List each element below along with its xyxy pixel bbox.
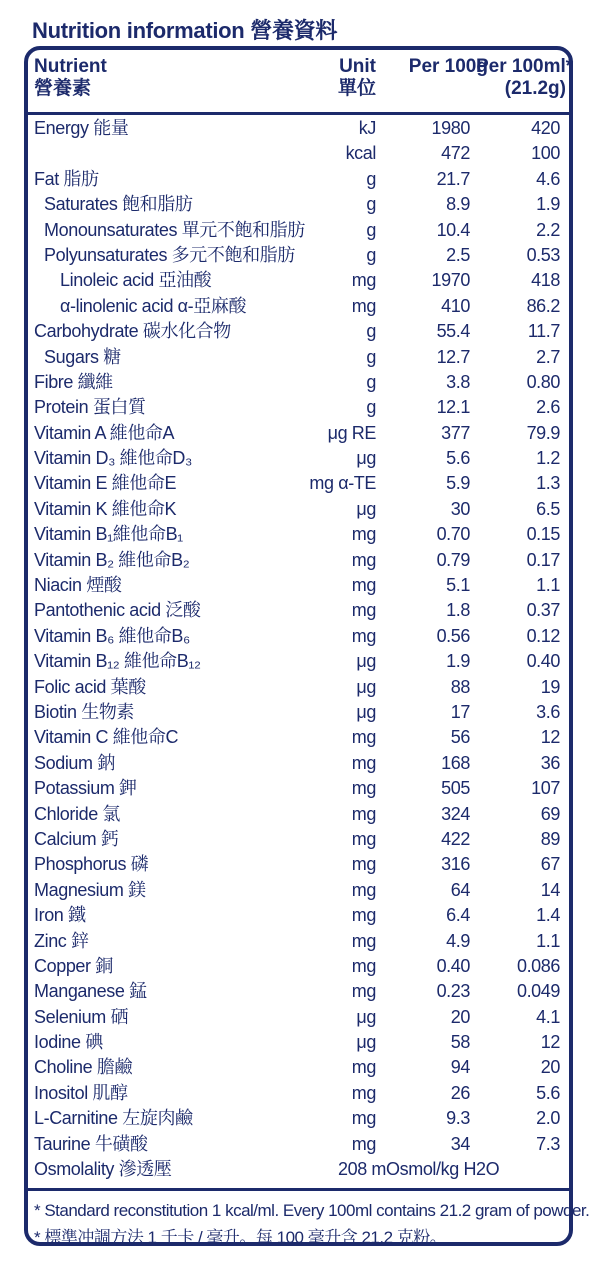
value-per-100ml: 1.4 <box>536 905 560 926</box>
nutrient-name: Fibre 纖維 <box>34 371 113 392</box>
value-per-100g: 56 <box>450 727 470 748</box>
table-row <box>28 598 569 623</box>
value-per-100g: 168 <box>441 752 470 773</box>
nutrient-name: Sugars 糖 <box>44 346 121 367</box>
table-row <box>28 471 569 496</box>
nutrient-unit: μg <box>356 701 376 722</box>
nutrition-table <box>24 46 590 1247</box>
nutrient-unit: mg <box>351 575 376 596</box>
nutrient-unit: μg <box>356 448 376 469</box>
value-per-100ml: 19 <box>540 676 560 697</box>
nutrient-unit: mg <box>351 1108 376 1129</box>
value-per-100g: 34 <box>450 1133 470 1154</box>
value-per-100ml: 0.12 <box>526 625 560 646</box>
nutrient-unit: mg <box>351 270 376 291</box>
table-row <box>28 751 569 776</box>
table-row-osmolality <box>28 1157 569 1182</box>
nutrient-unit: μg <box>356 676 376 697</box>
nutrient-name: Potassium 鉀 <box>34 778 137 799</box>
table-row <box>28 1106 569 1131</box>
nutrient-name: Biotin 生物素 <box>34 701 135 722</box>
nutrient-name: Selenium 硒 <box>34 1006 129 1027</box>
value-per-100g: 505 <box>441 778 470 799</box>
value-per-100g: 5.6 <box>446 448 470 469</box>
nutrient-unit: mg <box>351 625 376 646</box>
table-row <box>28 548 569 573</box>
nutrient-name: Linoleic acid 亞油酸 <box>60 270 212 291</box>
value-per-100ml: 0.40 <box>526 651 560 672</box>
value-per-100ml: 107 <box>531 778 560 799</box>
nutrient-unit: mg <box>351 524 376 545</box>
nutrient-unit: μg <box>356 498 376 519</box>
value-per-100g: 324 <box>441 803 470 824</box>
nutrient-unit: mg <box>351 905 376 926</box>
nutrient-name: Polyunsaturates 多元不飽和脂肪 <box>44 244 295 265</box>
nutrient-unit: mg <box>351 752 376 773</box>
nutrient-name: Energy 能量 <box>34 118 129 138</box>
table-row <box>28 624 569 649</box>
nutrient-unit: mg <box>351 295 376 316</box>
value-per-100g: 3.8 <box>446 371 470 392</box>
value-per-100ml: 86.2 <box>526 295 560 316</box>
nutrient-name: L-Carnitine 左旋肉鹼 <box>34 1108 193 1129</box>
value-per-100ml: 1.1 <box>536 575 560 596</box>
value-per-100g: 5.1 <box>446 575 470 596</box>
table-row <box>28 497 569 522</box>
nutrient-unit: mg <box>351 1057 376 1078</box>
nutrient-name: Calcium 鈣 <box>34 828 119 849</box>
nutrient-unit: g <box>366 346 376 367</box>
nutrient-name: Vitamin C 維他命C <box>34 727 179 748</box>
value-per-100ml: 12 <box>540 1032 560 1053</box>
value-per-100g: 17 <box>450 701 470 722</box>
nutrient-name: Choline 膽鹼 <box>34 1057 133 1078</box>
value-per-100g: 0.23 <box>436 981 470 1002</box>
value-per-100ml: 36 <box>540 752 560 773</box>
value-per-100g: 12.7 <box>436 346 470 367</box>
value-per-100g: 1.8 <box>446 600 470 621</box>
value-per-100g: 422 <box>441 828 470 849</box>
page-title: Nutrition information 營養資料 <box>32 18 338 43</box>
value-per-100g: 8.9 <box>446 194 470 215</box>
nutrient-unit: mg α-TE <box>309 473 376 494</box>
table-row <box>28 395 569 420</box>
nutrient-name: Vitamin D₃ 維他命D₃ <box>34 448 192 469</box>
value-per-100g: 377 <box>441 422 470 443</box>
table-row <box>28 218 569 243</box>
nutrient-name: Vitamin B₆ 維他命B₆ <box>34 625 190 646</box>
nutrient-unit: kcal <box>345 143 376 164</box>
nutrient-unit: mg <box>351 854 376 875</box>
osmolality-value: 208 mOsmol/kg H2O <box>338 1159 500 1180</box>
value-per-100ml: 100 <box>531 143 560 164</box>
value-per-100ml: 0.15 <box>526 524 560 545</box>
footnotes <box>28 1188 590 1251</box>
nutrient-name: Vitamin E 維他命E <box>34 473 177 494</box>
table-row <box>28 954 569 979</box>
value-per-100ml: 5.6 <box>536 1082 560 1103</box>
value-per-100g: 94 <box>450 1057 470 1078</box>
value-per-100ml: 79.9 <box>526 422 560 443</box>
nutrient-name: Niacin 煙酸 <box>34 575 122 596</box>
value-per-100g: 9.3 <box>446 1108 470 1129</box>
value-per-100g: 1980 <box>431 118 470 138</box>
nutrient-name: Vitamin K 維他命K <box>34 498 177 519</box>
value-per-100g: 1.9 <box>446 651 470 672</box>
value-per-100g: 6.4 <box>446 905 470 926</box>
value-per-100ml: 4.1 <box>536 1006 560 1027</box>
value-per-100g: 472 <box>441 143 470 164</box>
header-nutrient: Nutrient 營養素 <box>34 56 107 99</box>
table-row <box>28 116 569 141</box>
table-row <box>28 649 569 674</box>
table-row <box>28 1005 569 1030</box>
value-per-100ml: 0.80 <box>526 371 560 392</box>
table-row <box>28 421 569 446</box>
table-row <box>28 167 569 192</box>
nutrient-name: Fat 脂肪 <box>34 168 99 189</box>
nutrient-name: Magnesium 鎂 <box>34 879 146 900</box>
value-per-100ml: 0.086 <box>516 955 560 976</box>
nutrient-unit: g <box>366 194 376 215</box>
value-per-100g: 88 <box>450 676 470 697</box>
table-row <box>28 268 569 293</box>
value-per-100ml: 12 <box>540 727 560 748</box>
value-per-100g: 0.79 <box>436 549 470 570</box>
table-row <box>28 370 569 395</box>
table-row <box>28 700 569 725</box>
table-row <box>28 903 569 928</box>
nutrient-name: Vitamin B₁維他命B₁ <box>34 524 183 545</box>
nutrient-name: Protein 蛋白質 <box>34 397 146 418</box>
table-row <box>28 446 569 471</box>
nutrient-name: Monounsaturates 單元不飽和脂肪 <box>44 219 305 240</box>
nutrient-name: Zinc 鋅 <box>34 930 89 951</box>
table-row <box>28 929 569 954</box>
nutrient-name: Saturates 飽和脂肪 <box>44 194 193 215</box>
value-per-100ml: 11.7 <box>527 321 560 342</box>
value-per-100ml: 1.9 <box>536 194 560 215</box>
nutrient-unit: mg <box>351 828 376 849</box>
table-row <box>28 852 569 877</box>
value-per-100ml: 67 <box>540 854 560 875</box>
nutrient-name: Carbohydrate 碳水化合物 <box>34 321 231 342</box>
value-per-100g: 30 <box>450 498 470 519</box>
value-per-100ml: 2.6 <box>536 397 560 418</box>
nutrient-name: Vitamin B₁₂ 維他命B₁₂ <box>34 651 201 672</box>
value-per-100ml: 2.7 <box>536 346 560 367</box>
nutrient-unit: μg <box>356 1006 376 1027</box>
nutrient-unit: mg <box>351 778 376 799</box>
nutrient-unit: mg <box>351 955 376 976</box>
table-row <box>28 725 569 750</box>
value-per-100g: 12.1 <box>436 397 470 418</box>
value-per-100ml: 14 <box>540 879 560 900</box>
table-row <box>28 319 569 344</box>
nutrient-unit: g <box>366 371 376 392</box>
nutrient-unit: mg <box>351 930 376 951</box>
nutrient-name: Sodium 鈉 <box>34 752 115 773</box>
value-per-100ml: 0.53 <box>526 244 560 265</box>
value-per-100g: 2.5 <box>446 244 470 265</box>
value-per-100ml: 0.049 <box>516 981 560 1002</box>
value-per-100g: 316 <box>441 854 470 875</box>
nutrient-name: Iron 鐵 <box>34 905 86 926</box>
nutrient-unit: mg <box>351 600 376 621</box>
value-per-100g: 0.70 <box>436 524 470 545</box>
nutrient-unit: g <box>366 397 376 418</box>
value-per-100g: 58 <box>450 1032 470 1053</box>
value-per-100ml: 0.17 <box>526 549 560 570</box>
table-row <box>28 1030 569 1055</box>
header-per-100ml: Per 100ml* (21.2g) <box>476 56 574 99</box>
nutrient-name: α-linolenic acid α-亞麻酸 <box>60 295 247 316</box>
nutrient-name: Phosphorus 磷 <box>34 854 149 875</box>
nutrient-unit: mg <box>351 727 376 748</box>
table-row <box>28 573 569 598</box>
table-row <box>28 141 569 166</box>
nutrient-unit: mg <box>351 549 376 570</box>
nutrient-unit: mg <box>351 981 376 1002</box>
value-per-100ml: 2.2 <box>536 219 560 240</box>
nutrient-name: Folic acid 葉酸 <box>34 676 146 697</box>
table-row <box>28 1081 569 1106</box>
nutrient-unit: g <box>366 219 376 240</box>
table-row <box>28 776 569 801</box>
nutrient-name: Vitamin A 維他命A <box>34 422 175 443</box>
footnote-english: * Standard reconstitution 1 kcal/ml. Every 100ml contains 21.2 gram of powder. <box>34 1201 590 1220</box>
nutrient-unit: μg <box>356 651 376 672</box>
nutrient-name: Taurine 牛磺酸 <box>34 1133 148 1154</box>
value-per-100g: 21.7 <box>436 168 470 189</box>
nutrient-name: Copper 銅 <box>34 955 113 976</box>
table-row <box>28 345 569 370</box>
value-per-100g: 55.4 <box>436 321 470 342</box>
table-row <box>28 802 569 827</box>
nutrient-unit: g <box>366 321 376 342</box>
nutrient-unit: kJ <box>358 118 376 138</box>
table-row <box>28 878 569 903</box>
nutrient-name: Chloride 氯 <box>34 803 121 824</box>
nutrient-unit: mg <box>351 1133 376 1154</box>
value-per-100g: 0.40 <box>436 955 470 976</box>
nutrient-name: Osmolality 滲透壓 <box>34 1159 172 1180</box>
nutrient-unit: g <box>366 244 376 265</box>
table-row <box>28 243 569 268</box>
value-per-100ml: 4.6 <box>536 168 560 189</box>
value-per-100ml: 1.2 <box>536 448 560 469</box>
nutrient-unit: mg <box>351 1082 376 1103</box>
value-per-100g: 10.4 <box>436 219 470 240</box>
value-per-100g: 1970 <box>431 270 470 291</box>
value-per-100g: 26 <box>450 1082 470 1103</box>
table-header <box>28 50 574 115</box>
value-per-100g: 5.9 <box>446 473 470 494</box>
header-per-100g: Per 100g <box>408 56 488 77</box>
nutrient-name: Inositol 肌醇 <box>34 1082 128 1103</box>
value-per-100ml: 20 <box>540 1057 560 1078</box>
value-per-100ml: 7.3 <box>536 1133 560 1154</box>
value-per-100g: 4.9 <box>446 930 470 951</box>
nutrient-name: Manganese 錳 <box>34 981 147 1002</box>
table-row <box>28 294 569 319</box>
value-per-100ml: 420 <box>531 118 560 138</box>
value-per-100g: 410 <box>441 295 470 316</box>
nutrient-unit: μg <box>356 1032 376 1053</box>
value-per-100g: 64 <box>450 879 470 900</box>
value-per-100g: 0.56 <box>436 625 470 646</box>
nutrient-name: Pantothenic acid 泛酸 <box>34 600 201 621</box>
table-row <box>28 675 569 700</box>
value-per-100g: 20 <box>450 1006 470 1027</box>
table-row <box>28 192 569 217</box>
nutrient-unit: mg <box>351 879 376 900</box>
nutrient-unit: g <box>366 168 376 189</box>
value-per-100ml: 1.1 <box>536 930 560 951</box>
table-row <box>28 522 569 547</box>
nutrient-unit: μg RE <box>327 422 376 443</box>
nutrient-name: Vitamin B₂ 維他命B₂ <box>34 549 190 570</box>
table-row <box>28 1132 569 1157</box>
value-per-100ml: 69 <box>540 803 560 824</box>
value-per-100ml: 2.0 <box>536 1108 560 1129</box>
value-per-100ml: 418 <box>531 270 560 291</box>
table-row <box>28 1055 569 1080</box>
value-per-100ml: 3.6 <box>536 701 560 722</box>
footnote-chinese: * 標準冲調方法 1 千卡 / 毫升。每 100 毫升含 21.2 克粉。 <box>34 1228 447 1247</box>
table-body <box>28 116 569 1182</box>
nutrient-name: Iodine 碘 <box>34 1032 103 1053</box>
value-per-100ml: 1.3 <box>536 473 560 494</box>
nutrient-unit: mg <box>351 803 376 824</box>
value-per-100ml: 89 <box>540 828 560 849</box>
value-per-100ml: 0.37 <box>526 600 560 621</box>
table-row <box>28 979 569 1004</box>
table-row <box>28 827 569 852</box>
header-unit: Unit 單位 <box>337 56 376 99</box>
value-per-100ml: 6.5 <box>536 498 560 519</box>
